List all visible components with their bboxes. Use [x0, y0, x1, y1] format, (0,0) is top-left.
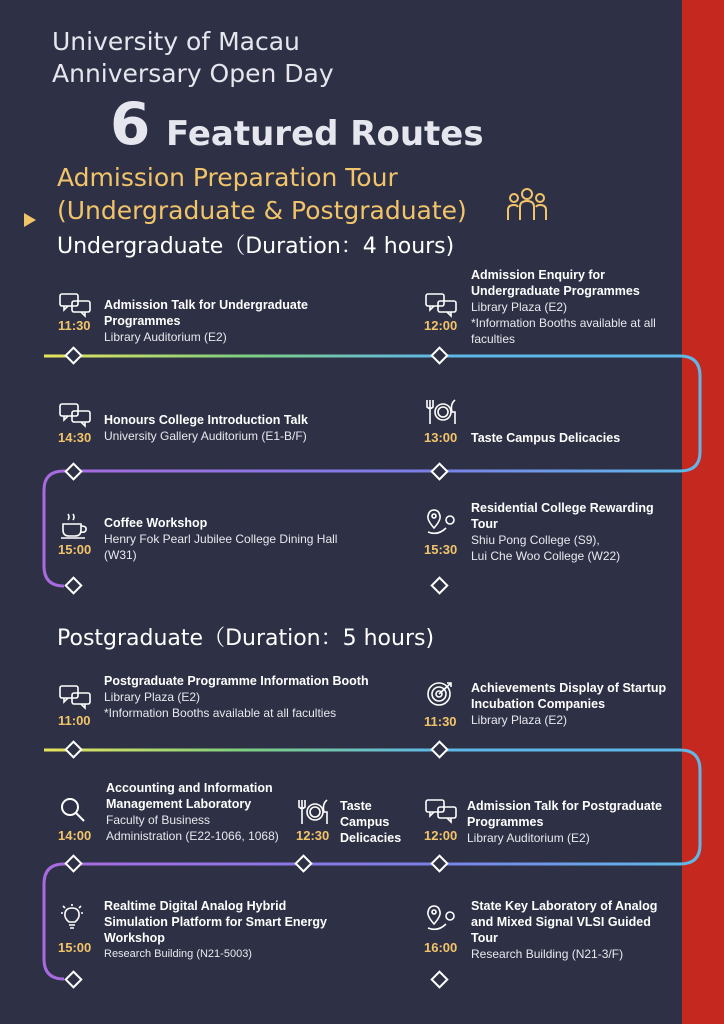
item-detail: Research Building (N21-3/F) [471, 947, 624, 961]
target-icon [424, 680, 458, 708]
cutlery-icon [296, 798, 330, 826]
postgraduate-heading: Postgraduate（Duration：5 hours) [57, 626, 435, 651]
tour-title-line-2: (Undergraduate & Postgraduate) [57, 196, 467, 225]
item-title: Residential College Rewarding Tour [471, 501, 654, 531]
chat-icon [58, 402, 92, 430]
item-detail: Faculty of Business Administration (E22-1066, 1068) [106, 813, 279, 843]
map-pin-icon [424, 904, 458, 932]
chat-icon [58, 292, 92, 320]
item-title: Postgraduate Programme Information Booth [104, 674, 369, 688]
chat-icon [424, 292, 458, 320]
item-title: Honours College Introduction Talk [104, 413, 308, 427]
header-line-1: University of Macau [52, 27, 300, 56]
pointer-triangle-icon [24, 213, 36, 227]
item-time: 16:00 [424, 940, 458, 955]
item-time: 14:30 [58, 430, 92, 445]
item-detail: Shiu Pong College (S9), [471, 533, 600, 547]
item-detail: University Gallery Auditorium (E1-B/F) [104, 429, 307, 443]
item-detail: Library Plaza (E2) [471, 300, 568, 314]
item-detail: *Information Booths available at all faculties [471, 316, 656, 346]
chat-icon [424, 798, 458, 826]
item-time: 11:30 [424, 714, 457, 729]
item-detail: Library Auditorium (E2) [467, 831, 590, 845]
item-detail: *Information Booths available at all faculties [104, 706, 337, 720]
tour-title-line-1: Admission Preparation Tour [57, 163, 398, 192]
item-detail: Library Plaza (E2) [471, 713, 568, 727]
item-time: 15:30 [424, 542, 458, 557]
map-pin-icon [424, 508, 458, 536]
item-time: 11:00 [58, 713, 91, 728]
item-time: 12:00 [424, 828, 458, 843]
item-title: State Key Laboratory of Analog and Mixed Signal VLSI Guided Tour [471, 899, 658, 945]
item-title: Accounting and Information Management Laboratory [106, 781, 273, 811]
item-time: 15:00 [58, 940, 92, 955]
item-time: 11:30 [58, 318, 91, 333]
item-title: Admission Talk for Undergraduate Programmes [104, 298, 308, 328]
group-people-icon [505, 186, 549, 224]
item-time: 15:00 [58, 542, 92, 557]
item-detail: Lui Che Woo College (W22) [471, 549, 621, 563]
coffee-icon [58, 512, 92, 540]
item-title: Coffee Workshop [104, 516, 208, 530]
item-time: 12:00 [424, 318, 458, 333]
item-title: Taste Campus Delicacies [471, 431, 621, 445]
item-title: Achievements Display of Startup Incubation Companies [471, 681, 667, 711]
item-detail: Research Building (N21-5003) [104, 948, 252, 960]
item-detail: Library Auditorium (E2) [104, 330, 227, 344]
item-title: Realtime Digital Analog Hybrid Simulation Platform for Smart Energy Workshop [104, 899, 327, 945]
item-time: 13:00 [424, 430, 458, 445]
cutlery-icon [424, 398, 458, 426]
item-title: Admission Enquiry for Undergraduate Programmes [471, 268, 640, 298]
header-line-2: Anniversary Open Day [52, 59, 334, 88]
item-time: 14:00 [58, 828, 92, 843]
chat-icon [58, 684, 92, 712]
routes-count: 6 [110, 90, 151, 158]
item-detail: Library Plaza (E2) [104, 690, 201, 704]
featured-routes-title: Featured Routes [166, 114, 484, 154]
undergraduate-heading: Undergraduate（Duration：4 hours) [57, 234, 455, 259]
magnifier-icon [58, 796, 92, 824]
item-title: Taste Campus Delicacies [340, 799, 402, 845]
item-time: 12:30 [296, 828, 330, 843]
item-detail: Henry Fok Pearl Jubilee College Dining Hall (W31) [104, 532, 338, 562]
item-title: Admission Talk for Postgraduate Programmes [467, 799, 662, 829]
lightbulb-icon [58, 904, 92, 932]
